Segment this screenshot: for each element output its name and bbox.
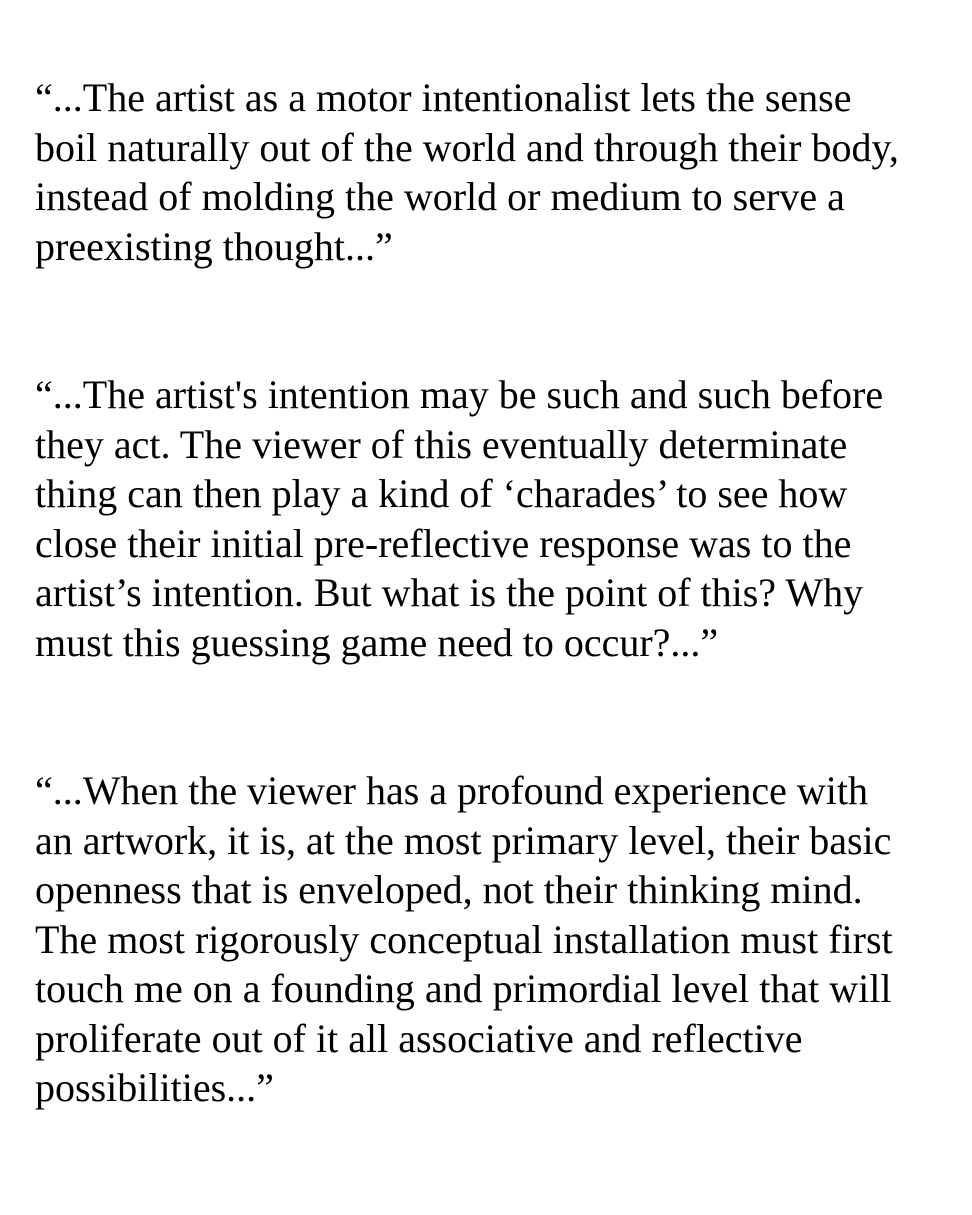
quote-line: they act. The viewer of this eventually determinate bbox=[35, 421, 848, 467]
quote-line: “...The artist's intention may be such and such before bbox=[35, 372, 884, 417]
quote-line: close their initial pre-reflective response was to the bbox=[35, 520, 852, 566]
quote-line: artist’s intention. But what is the point of this? Why bbox=[35, 570, 864, 615]
quote-line: must this guessing game need to occur?...” bbox=[35, 619, 719, 665]
quote-line: preexisting thought...” bbox=[35, 223, 393, 269]
quote-line: proliferate out of it all associative and reflective bbox=[35, 1015, 803, 1061]
quote-line: openness that is enveloped, not their thinking mind. bbox=[35, 867, 863, 912]
quote-line: “...When the viewer has a profound experience with bbox=[35, 768, 868, 813]
quote-line: The most rigorously conceptual installation must first bbox=[35, 916, 893, 962]
quote-line: “...The artist as a motor intentionalist lets the sense bbox=[35, 75, 852, 120]
quote-line: thing can then play a kind of ‘charades’ to see how bbox=[35, 471, 848, 516]
quote-line: possibilities...” bbox=[35, 1065, 274, 1110]
quote-line: an artwork, it is, at the most primary level, their basic bbox=[35, 817, 892, 863]
quote-line: touch me on a founding and primordial level that will bbox=[35, 966, 892, 1011]
quote-line: instead of molding the world or medium to serve a bbox=[35, 174, 845, 219]
quote-line: boil naturally out of the world and through their body, bbox=[35, 124, 899, 170]
quote-block-1 bbox=[35, 73, 950, 271]
quote-block-2 bbox=[35, 370, 950, 667]
quote-block-3 bbox=[35, 766, 950, 1113]
